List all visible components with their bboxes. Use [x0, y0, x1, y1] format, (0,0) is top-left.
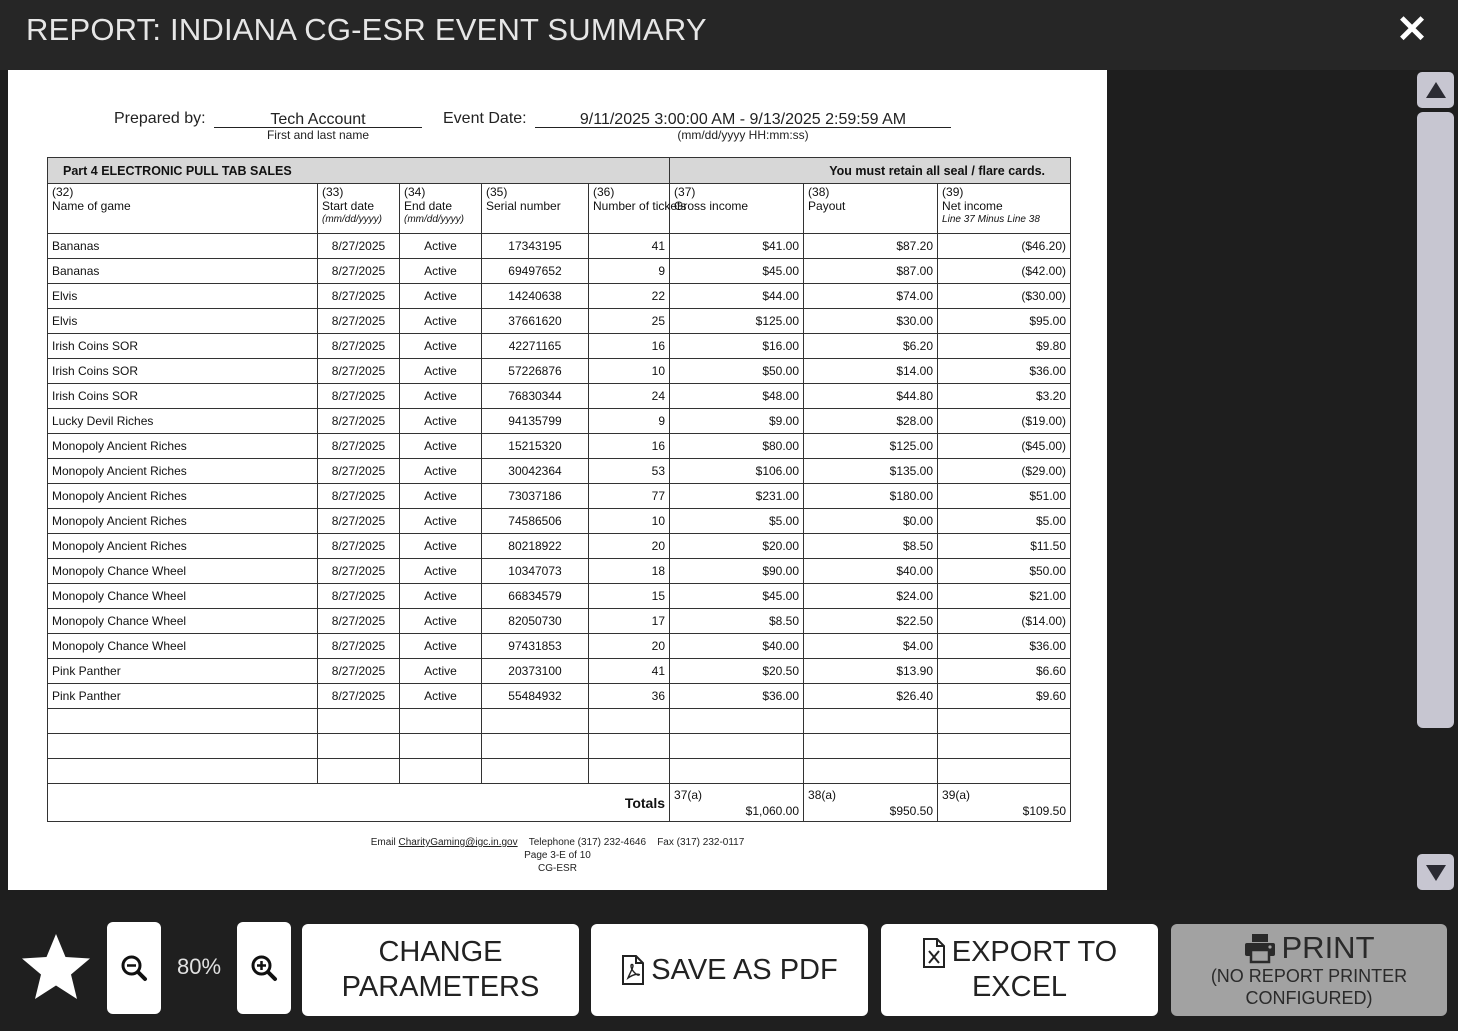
- start-date-cell: 8/27/2025: [318, 534, 400, 559]
- empty-cell: [400, 709, 482, 734]
- gross-income-cell: $40.00: [670, 634, 804, 659]
- ticket-count-cell: 77: [589, 484, 670, 509]
- payout-cell: $8.50: [804, 534, 938, 559]
- net-income-cell: $21.00: [938, 584, 1071, 609]
- start-date-cell: 8/27/2025: [318, 434, 400, 459]
- payout-cell: $13.90: [804, 659, 938, 684]
- favorite-button[interactable]: [18, 930, 94, 1006]
- export-to-excel-line1: EXPORT TO: [951, 936, 1118, 968]
- net-income-cell: ($46.20): [938, 234, 1071, 259]
- ticket-count-cell: 20: [589, 634, 670, 659]
- net-income-cell: $5.00: [938, 509, 1071, 534]
- totals-row: [48, 784, 1071, 822]
- start-date-cell: 8/27/2025: [318, 509, 400, 534]
- payout-cell: $14.00: [804, 359, 938, 384]
- payout-cell: $4.00: [804, 634, 938, 659]
- start-date-cell: 8/27/2025: [318, 609, 400, 634]
- net-income-cell: ($30.00): [938, 284, 1071, 309]
- payout-cell: $30.00: [804, 309, 938, 334]
- column-number: (39): [942, 185, 964, 199]
- ticket-count-cell: 41: [589, 659, 670, 684]
- column-number: (34): [404, 185, 426, 199]
- end-date-cell: Active: [400, 609, 482, 634]
- serial-number-cell: 20373100: [482, 659, 589, 684]
- empty-cell: [482, 709, 589, 734]
- prepared-by-caption: First and last name: [266, 128, 370, 142]
- event-date-value: 9/11/2025 3:00:00 AM - 9/13/2025 2:59:59 AM: [579, 111, 907, 128]
- payout-cell: $28.00: [804, 409, 938, 434]
- serial-number-cell: 94135799: [482, 409, 589, 434]
- end-date-cell: Active: [400, 509, 482, 534]
- change-parameters-label: [342, 935, 540, 1005]
- serial-number-cell: 14240638: [482, 284, 589, 309]
- game-name-cell: Irish Coins SOR: [48, 359, 318, 384]
- column-label: Number of tickets: [593, 198, 687, 213]
- prepared-by-value: Tech Account: [270, 111, 366, 128]
- start-date-cell: 8/27/2025: [318, 309, 400, 334]
- net-income-cell: $9.60: [938, 684, 1071, 709]
- column-number: (36): [593, 185, 615, 199]
- ticket-count-cell: 9: [589, 409, 670, 434]
- empty-cell: [48, 759, 318, 784]
- vertical-scrollbar[interactable]: [1417, 70, 1454, 890]
- end-date-cell: Active: [400, 534, 482, 559]
- table-row: [48, 584, 1071, 609]
- start-date-cell: 8/27/2025: [318, 634, 400, 659]
- payout-cell: $87.20: [804, 234, 938, 259]
- serial-number-cell: 15215320: [482, 434, 589, 459]
- total-cell: [938, 784, 1071, 822]
- total-line-label: 39(a): [942, 788, 971, 802]
- end-date-cell: Active: [400, 484, 482, 509]
- gross-income-cell: $48.00: [670, 384, 804, 409]
- game-name-cell: Pink Panther: [48, 659, 318, 684]
- game-name-cell: Monopoly Ancient Riches: [48, 484, 318, 509]
- column-header-row: [48, 184, 1071, 234]
- change-parameters-button[interactable]: [302, 924, 579, 1016]
- payout-cell: $87.00: [804, 259, 938, 284]
- end-date-cell: Active: [400, 384, 482, 409]
- table-row: [48, 409, 1071, 434]
- column-header: [670, 184, 804, 234]
- table-row: [48, 484, 1071, 509]
- end-date-cell: Active: [400, 334, 482, 359]
- payout-cell: $40.00: [804, 559, 938, 584]
- net-income-cell: $11.50: [938, 534, 1071, 559]
- printer-icon: [1244, 933, 1276, 963]
- table-row: [48, 534, 1071, 559]
- column-header: [804, 184, 938, 234]
- start-date-cell: 8/27/2025: [318, 559, 400, 584]
- game-name-cell: Monopoly Chance Wheel: [48, 559, 318, 584]
- payout-cell: $74.00: [804, 284, 938, 309]
- start-date-cell: 8/27/2025: [318, 284, 400, 309]
- empty-cell: [400, 734, 482, 759]
- game-name-cell: Monopoly Ancient Riches: [48, 459, 318, 484]
- empty-cell: [804, 759, 938, 784]
- game-name-cell: Pink Panther: [48, 684, 318, 709]
- prepared-by-label: Prepared by:: [114, 110, 206, 127]
- part-note: You must retain all seal / flare cards.: [670, 158, 1071, 184]
- column-sublabel: (mm/dd/yyyy): [322, 214, 382, 225]
- empty-table-row: [48, 709, 1071, 734]
- total-line-label: 38(a): [808, 788, 837, 802]
- zoom-out-icon: [120, 954, 148, 982]
- start-date-cell: 8/27/2025: [318, 659, 400, 684]
- print-status-line1: (NO REPORT PRINTER: [1210, 966, 1408, 986]
- column-label: Serial number: [486, 198, 561, 213]
- empty-cell: [48, 734, 318, 759]
- table-row: [48, 559, 1071, 584]
- empty-cell: [804, 709, 938, 734]
- column-label: Start date: [322, 198, 375, 213]
- gross-income-cell: $45.00: [670, 584, 804, 609]
- gross-income-cell: $36.00: [670, 684, 804, 709]
- total-value: $1,060.00: [745, 804, 800, 818]
- gross-income-cell: $231.00: [670, 484, 804, 509]
- table-row: [48, 384, 1071, 409]
- start-date-cell: 8/27/2025: [318, 459, 400, 484]
- table-row: [48, 334, 1071, 359]
- print-label: PRINT: [1281, 930, 1375, 965]
- end-date-cell: Active: [400, 459, 482, 484]
- gross-income-cell: $9.00: [670, 409, 804, 434]
- gross-income-cell: $8.50: [670, 609, 804, 634]
- report-viewer: [0, 70, 1458, 900]
- empty-cell: [938, 734, 1071, 759]
- serial-number-cell: 42271165: [482, 334, 589, 359]
- end-date-cell: Active: [400, 659, 482, 684]
- payout-cell: $125.00: [804, 434, 938, 459]
- gross-income-cell: $106.00: [670, 459, 804, 484]
- report-title: REPORT: INDIANA CG-ESR EVENT SUMMARY: [26, 12, 707, 47]
- table-row: [48, 234, 1071, 259]
- empty-cell: [400, 759, 482, 784]
- payout-cell: $135.00: [804, 459, 938, 484]
- scroll-thumb[interactable]: [1417, 112, 1454, 728]
- net-income-cell: ($29.00): [938, 459, 1071, 484]
- net-income-cell: ($45.00): [938, 434, 1071, 459]
- table-row: [48, 459, 1071, 484]
- empty-cell: [318, 759, 400, 784]
- footer-email-link[interactable]: CharityGaming@igc.in.gov: [398, 837, 518, 848]
- empty-cell: [670, 759, 804, 784]
- end-date-cell: Active: [400, 259, 482, 284]
- triangle-up-icon: [1426, 82, 1446, 98]
- export-to-excel-label: [922, 935, 1117, 1005]
- column-label: Net income: [942, 198, 1003, 213]
- net-income-cell: ($14.00): [938, 609, 1071, 634]
- serial-number-cell: 82050730: [482, 609, 589, 634]
- ticket-count-cell: 36: [589, 684, 670, 709]
- game-name-cell: Irish Coins SOR: [48, 384, 318, 409]
- end-date-cell: Active: [400, 309, 482, 334]
- empty-cell: [804, 734, 938, 759]
- net-income-cell: $36.00: [938, 359, 1071, 384]
- column-sublabel: (mm/dd/yyyy): [404, 214, 464, 225]
- payout-cell: $6.20: [804, 334, 938, 359]
- table-row: [48, 609, 1071, 634]
- net-income-cell: $6.60: [938, 659, 1071, 684]
- empty-table-row: [48, 734, 1071, 759]
- game-name-cell: Monopoly Chance Wheel: [48, 584, 318, 609]
- ticket-count-cell: 15: [589, 584, 670, 609]
- gross-income-cell: $50.00: [670, 359, 804, 384]
- table-row: [48, 684, 1071, 709]
- gross-income-cell: $20.50: [670, 659, 804, 684]
- end-date-cell: Active: [400, 559, 482, 584]
- table-row: [48, 359, 1071, 384]
- end-date-cell: Active: [400, 434, 482, 459]
- start-date-cell: 8/27/2025: [318, 484, 400, 509]
- table-row: [48, 434, 1071, 459]
- column-header: [400, 184, 482, 234]
- footer-fax: Fax (317) 232-0117: [657, 837, 745, 848]
- column-label: Payout: [808, 198, 846, 213]
- empty-cell: [589, 734, 670, 759]
- ticket-count-cell: 18: [589, 559, 670, 584]
- start-date-cell: 8/27/2025: [318, 334, 400, 359]
- pull-tab-sales-table: [47, 157, 1070, 822]
- end-date-cell: Active: [400, 359, 482, 384]
- gross-income-cell: $41.00: [670, 234, 804, 259]
- game-name-cell: Bananas: [48, 234, 318, 259]
- end-date-cell: Active: [400, 634, 482, 659]
- ticket-count-cell: 17: [589, 609, 670, 634]
- report-footer: [8, 836, 1107, 875]
- ticket-count-cell: 10: [589, 359, 670, 384]
- serial-number-cell: 97431853: [482, 634, 589, 659]
- empty-cell: [482, 734, 589, 759]
- game-name-cell: Lucky Devil Riches: [48, 409, 318, 434]
- excel-file-icon: [922, 938, 946, 968]
- star-icon: [18, 930, 94, 1006]
- net-income-cell: $51.00: [938, 484, 1071, 509]
- triangle-down-icon: [1426, 865, 1446, 881]
- scroll-down-button[interactable]: [1417, 854, 1454, 890]
- report-page: [8, 70, 1107, 890]
- end-date-cell: Active: [400, 284, 482, 309]
- serial-number-cell: 69497652: [482, 259, 589, 284]
- column-number: (38): [808, 185, 830, 199]
- start-date-cell: 8/27/2025: [318, 234, 400, 259]
- change-parameters-line2: PARAMETERS: [341, 971, 540, 1003]
- table-row: [48, 634, 1071, 659]
- payout-cell: $22.50: [804, 609, 938, 634]
- serial-number-cell: 55484932: [482, 684, 589, 709]
- total-line-label: 37(a): [674, 788, 703, 802]
- close-icon[interactable]: ✕: [1396, 9, 1428, 51]
- net-income-cell: $50.00: [938, 559, 1071, 584]
- start-date-cell: 8/27/2025: [318, 409, 400, 434]
- game-name-cell: Monopoly Ancient Riches: [48, 534, 318, 559]
- start-date-cell: 8/27/2025: [318, 684, 400, 709]
- title-bar: [0, 0, 1458, 70]
- game-name-cell: Monopoly Chance Wheel: [48, 634, 318, 659]
- serial-number-cell: 37661620: [482, 309, 589, 334]
- start-date-cell: 8/27/2025: [318, 259, 400, 284]
- start-date-cell: 8/27/2025: [318, 584, 400, 609]
- footer-page-number: Page 3-E of 10: [524, 850, 591, 861]
- footer-contact: [8, 836, 1107, 849]
- ticket-count-cell: 24: [589, 384, 670, 409]
- net-income-cell: $95.00: [938, 309, 1071, 334]
- ticket-count-cell: 20: [589, 534, 670, 559]
- payout-cell: $0.00: [804, 509, 938, 534]
- column-number: (33): [322, 185, 344, 199]
- end-date-cell: Active: [400, 409, 482, 434]
- column-header: [48, 184, 318, 234]
- empty-cell: [670, 734, 804, 759]
- game-name-cell: Elvis: [48, 284, 318, 309]
- gross-income-cell: $125.00: [670, 309, 804, 334]
- gross-income-cell: $90.00: [670, 559, 804, 584]
- serial-number-cell: 66834579: [482, 584, 589, 609]
- column-header: [482, 184, 589, 234]
- event-date-label: Event Date:: [443, 110, 527, 127]
- print-button[interactable]: [1171, 924, 1447, 1016]
- event-date-caption: (mm/dd/yyyy HH:mm:ss): [677, 128, 809, 142]
- column-number: (37): [674, 185, 696, 199]
- serial-number-cell: 57226876: [482, 359, 589, 384]
- net-income-cell: $9.80: [938, 334, 1071, 359]
- empty-cell: [589, 709, 670, 734]
- part-header-row: [48, 158, 1071, 184]
- export-to-excel-button[interactable]: [881, 924, 1158, 1016]
- column-label: Name of game: [52, 198, 131, 213]
- total-cell: [670, 784, 804, 822]
- serial-number-cell: 73037186: [482, 484, 589, 509]
- column-header: [318, 184, 400, 234]
- payout-cell: $180.00: [804, 484, 938, 509]
- net-income-cell: ($19.00): [938, 409, 1071, 434]
- game-name-cell: Monopoly Ancient Riches: [48, 509, 318, 534]
- total-value: $950.50: [889, 804, 934, 818]
- end-date-cell: Active: [400, 584, 482, 609]
- net-income-cell: $36.00: [938, 634, 1071, 659]
- column-label: End date: [404, 198, 453, 213]
- net-income-cell: $3.20: [938, 384, 1071, 409]
- column-number: (32): [52, 185, 74, 199]
- total-cell: [804, 784, 938, 822]
- gross-income-cell: $16.00: [670, 334, 804, 359]
- zoom-out-button[interactable]: [107, 922, 161, 1014]
- zoom-level: 80%: [176, 954, 222, 979]
- total-value: $109.50: [1022, 804, 1067, 818]
- column-number: (35): [486, 185, 508, 199]
- ticket-count-cell: 16: [589, 334, 670, 359]
- totals-label: Totals: [48, 784, 670, 822]
- table-row: [48, 309, 1071, 334]
- game-name-cell: Irish Coins SOR: [48, 334, 318, 359]
- table-row: [48, 509, 1071, 534]
- table-row: [48, 659, 1071, 684]
- pdf-file-icon: [621, 955, 645, 985]
- scroll-up-button[interactable]: [1417, 72, 1454, 108]
- end-date-cell: Active: [400, 234, 482, 259]
- payout-cell: $24.00: [804, 584, 938, 609]
- empty-cell: [482, 759, 589, 784]
- save-as-pdf-button[interactable]: [591, 924, 868, 1016]
- footer-phone: Telephone (317) 232-4646: [528, 837, 647, 848]
- serial-number-cell: 80218922: [482, 534, 589, 559]
- part-title: Part 4 ELECTRONIC PULL TAB SALES: [48, 158, 670, 184]
- serial-number-cell: 30042364: [482, 459, 589, 484]
- serial-number-cell: 10347073: [482, 559, 589, 584]
- table-row: [48, 284, 1071, 309]
- game-name-cell: Monopoly Ancient Riches: [48, 434, 318, 459]
- column-header: [938, 184, 1071, 234]
- footer-form-code: CG-ESR: [538, 863, 577, 874]
- serial-number-cell: 74586506: [482, 509, 589, 534]
- save-as-pdf-label: SAVE AS PDF: [651, 953, 838, 986]
- ticket-count-cell: 41: [589, 234, 670, 259]
- ticket-count-cell: 9: [589, 259, 670, 284]
- gross-income-cell: $5.00: [670, 509, 804, 534]
- ticket-count-cell: 16: [589, 434, 670, 459]
- ticket-count-cell: 22: [589, 284, 670, 309]
- zoom-in-button[interactable]: [237, 922, 291, 1014]
- game-name-cell: Bananas: [48, 259, 318, 284]
- gross-income-cell: $80.00: [670, 434, 804, 459]
- start-date-cell: 8/27/2025: [318, 384, 400, 409]
- game-name-cell: Monopoly Chance Wheel: [48, 609, 318, 634]
- ticket-count-cell: 53: [589, 459, 670, 484]
- empty-cell: [589, 759, 670, 784]
- empty-cell: [48, 709, 318, 734]
- gross-income-cell: $45.00: [670, 259, 804, 284]
- payout-cell: $26.40: [804, 684, 938, 709]
- gross-income-cell: $44.00: [670, 284, 804, 309]
- ticket-count-cell: 25: [589, 309, 670, 334]
- serial-number-cell: 76830344: [482, 384, 589, 409]
- serial-number-cell: 17343195: [482, 234, 589, 259]
- empty-cell: [670, 709, 804, 734]
- payout-cell: $44.80: [804, 384, 938, 409]
- change-parameters-line1: CHANGE: [378, 936, 503, 968]
- print-status-line2: CONFIGURED): [1245, 988, 1373, 1008]
- end-date-cell: Active: [400, 684, 482, 709]
- footer-email-prefix: Email: [370, 837, 399, 848]
- empty-cell: [318, 734, 400, 759]
- empty-cell: [318, 709, 400, 734]
- game-name-cell: Elvis: [48, 309, 318, 334]
- ticket-count-cell: 10: [589, 509, 670, 534]
- net-income-cell: ($42.00): [938, 259, 1071, 284]
- column-label: Gross income: [674, 198, 749, 213]
- zoom-in-icon: [250, 954, 278, 982]
- empty-cell: [938, 759, 1071, 784]
- empty-table-row: [48, 759, 1071, 784]
- gross-income-cell: $20.00: [670, 534, 804, 559]
- empty-cell: [938, 709, 1071, 734]
- start-date-cell: 8/27/2025: [318, 359, 400, 384]
- column-sublabel: Line 37 Minus Line 38: [942, 214, 1040, 225]
- export-to-excel-line2: EXCEL: [971, 971, 1068, 1003]
- table-row: [48, 259, 1071, 284]
